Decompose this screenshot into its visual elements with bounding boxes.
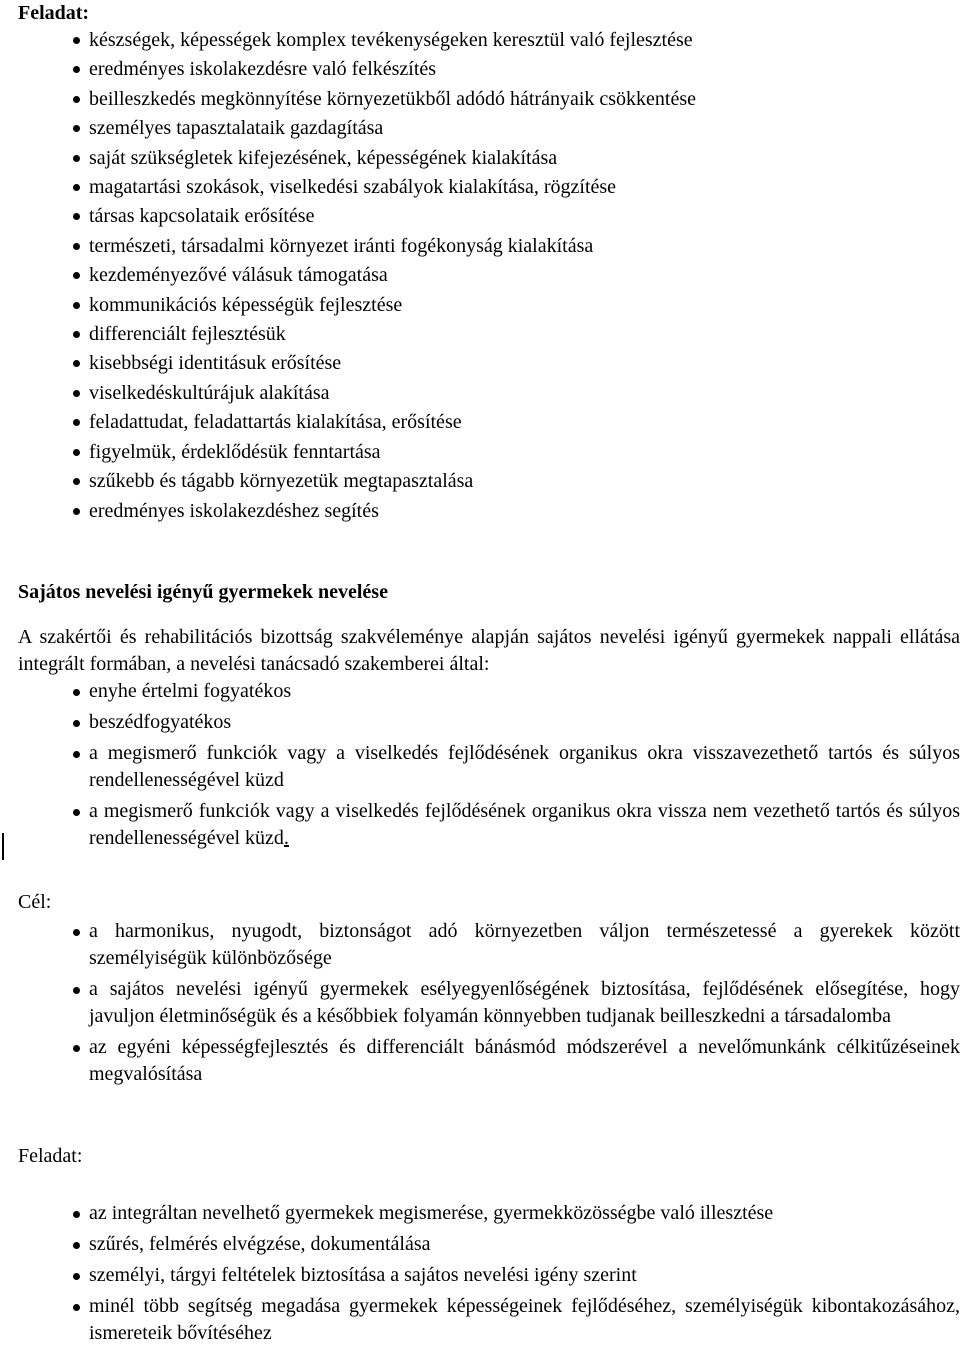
list-item: enyhe értelmi fogyatékos — [18, 678, 960, 705]
list-item: a sajátos nevelési igényű gyermekek esélyegyenlőségének biztosítása, fejlődésének elősegítése, hogy javuljon életminőségük és a későbbiek folyamán könnyebben tudjanak beilleszkedni a társadalomba — [18, 976, 960, 1030]
list-item: eredményes iskolakezdésre való felkészítés — [18, 55, 960, 84]
list-item: kisebbségi identitásuk erősítése — [18, 349, 960, 378]
section-heading: Sajátos nevelési igényű gyermekek nevelése — [18, 581, 388, 603]
list-item: a harmonikus, nyugodt, biztonságot adó környezetben váljon természetessé a gyerekek között személyiségük különbözősége — [18, 918, 960, 972]
list-item: viselkedéskultúrájuk alakítása — [18, 379, 960, 408]
intro-paragraph: A szakértői és rehabilitációs bizottság szakvéleménye alapján sajátos nevelési igényű gyermekek nappali ellátása integrált formában, a nevelési tanácsadó szakemberei által: — [18, 626, 960, 675]
section-cel — [18, 888, 960, 1092]
list-item: figyelmük, érdeklődésük fenntartása — [18, 438, 960, 467]
list-item — [18, 798, 960, 852]
bullet-list — [18, 918, 960, 1088]
list-item: eredményes iskolakezdéshez segítés — [18, 497, 960, 526]
section-heading: Cél: — [18, 891, 52, 913]
list-item: készségek, képességek komplex tevékenységeken keresztül való fejlesztése — [18, 26, 960, 55]
bullet-list — [18, 1200, 960, 1347]
list-item: az egyéni képességfejlesztés és differenciált bánásmód módszerével a nevelőmunkánk célkitűzéseinek megvalósítása — [18, 1034, 960, 1088]
list-item: személyes tapasztalataik gazdagítása — [18, 114, 960, 143]
list-item: feladattudat, feladattartás kialakítása, erősítése — [18, 408, 960, 437]
list-item: a megismerő funkciók vagy a viselkedés fejlődésének organikus okra visszavezethető tartós és súlyos rendellenességével küzd — [18, 740, 960, 794]
list-item: differenciált fejlesztésük — [18, 320, 960, 349]
list-item: az integráltan nevelhető gyermekek megismerése, gyermekközösségbe való illesztése — [18, 1200, 960, 1227]
list-item: beilleszkedés megkönnyítése környezetükből adódó hátrányaik csökkentése — [18, 85, 960, 114]
section-heading: Feladat: — [18, 2, 90, 24]
list-item-text: a megismerő funkciók vagy a viselkedés fejlődésének organikus okra vissza nem vezethető tartós és súlyos rendellenességével küzd — [89, 800, 960, 849]
list-item: természeti, társadalmi környezet iránti fogékonyság kialakítása — [18, 232, 960, 261]
section-sni-nevelese — [18, 578, 960, 856]
list-item: kommunikációs képességük fejlesztése — [18, 291, 960, 320]
revision-bar — [2, 833, 4, 860]
list-item: szűkebb és tágabb környezetük megtapasztalása — [18, 467, 960, 496]
list-item: szűrés, felmérés elvégzése, dokumentálása — [18, 1231, 960, 1258]
section-heading: Feladat: — [18, 1145, 83, 1167]
list-item: minél több segítség megadása gyermekek képességeinek fejlődéséhez, személyiségük kibontakozásához, ismereteik bővítéséhez — [18, 1293, 960, 1347]
list-item: saját szükségletek kifejezésének, képességének kialakítása — [18, 144, 960, 173]
bullet-list — [18, 26, 960, 526]
list-item: társas kapcsolataik erősítése — [18, 202, 960, 231]
section-feladat-2 — [18, 1142, 960, 1351]
bullet-list — [18, 678, 960, 852]
list-item: beszédfogyatékos — [18, 709, 960, 736]
list-item-end-mark: . — [283, 827, 289, 849]
section-feladat-1 — [18, 0, 960, 526]
list-item: magatartási szokások, viselkedési szabályok kialakítása, rögzítése — [18, 173, 960, 202]
list-item: kezdeményezővé válásuk támogatása — [18, 261, 960, 290]
list-item: személyi, tárgyi feltételek biztosítása a sajátos nevelési igény szerint — [18, 1262, 960, 1289]
